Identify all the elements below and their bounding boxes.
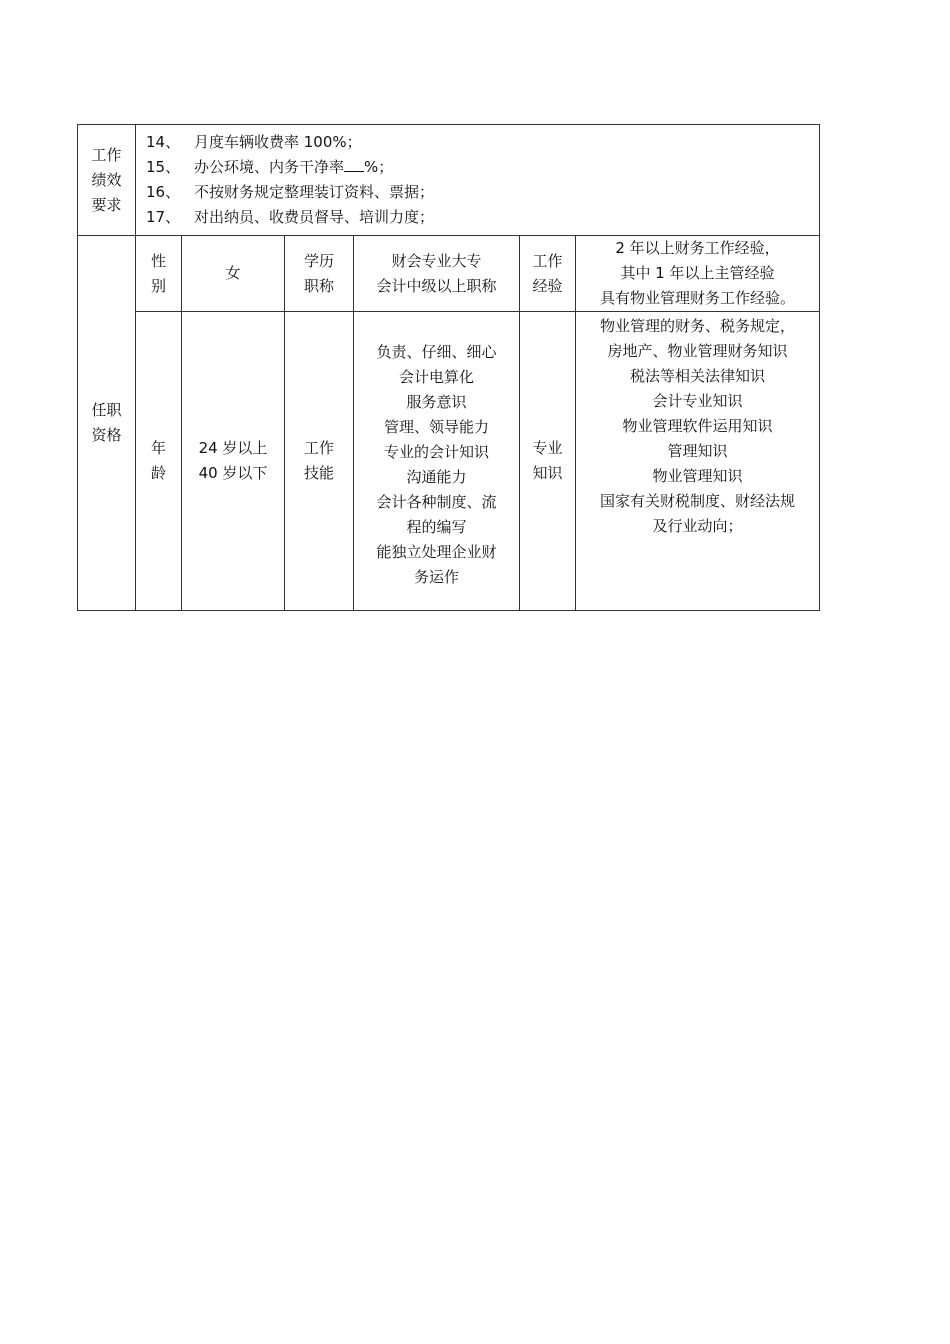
performance-row [78,125,820,236]
performance-item-16: 16、 不按财务规定整理装订资料、票据； [146,183,435,201]
education-label: 学历 职称 [285,236,354,312]
performance-item-17: 17、 对出纳员、收费员督导、培训力度； [146,208,435,226]
performance-label: 工作 绩效 要求 [78,125,136,236]
performance-item-15: 15、 办公环境、内务干净率 %； [146,155,813,180]
age-label: 年 龄 [136,312,182,611]
knowledge-label: 专业 知识 [520,312,576,611]
qualifications-row-1 [78,236,820,312]
qualifications-label: 任职 资格 [78,236,136,611]
job-requirements-table [77,124,820,611]
qualifications-row-2 [78,312,820,611]
education-value: 财会专业大专 会计中级以上职称 [354,236,520,312]
performance-item-14: 14、 月度车辆收费率 100%； [146,133,362,151]
knowledge-value: 物业管理的财务、税务规定， 房地产、物业管理财务知识 税法等相关法律知识 会计专业知识 物业管理软件运用知识 管理知识 物业管理知识 国家有关财税制度、财经法规 及行业动向； [576,312,820,611]
skills-value: 负责、仔细、细心 会计电算化 服务意识 管理、领导能力 专业的会计知识 沟通能力 会计各种制度、流 程的编写 能独立处理企业财 务运作 [354,312,520,611]
gender-value: 女 [182,236,285,312]
blank-underline [344,155,364,172]
experience-value: 2 年以上财务工作经验， 其中 1 年以上主管经验 具有物业管理财务工作经验。 [576,236,820,312]
skills-label: 工作 技能 [285,312,354,611]
age-value: 24 岁以上 40 岁以下 [182,312,285,611]
experience-label: 工作 经验 [520,236,576,312]
performance-list [136,125,820,236]
gender-label: 性 别 [136,236,182,312]
